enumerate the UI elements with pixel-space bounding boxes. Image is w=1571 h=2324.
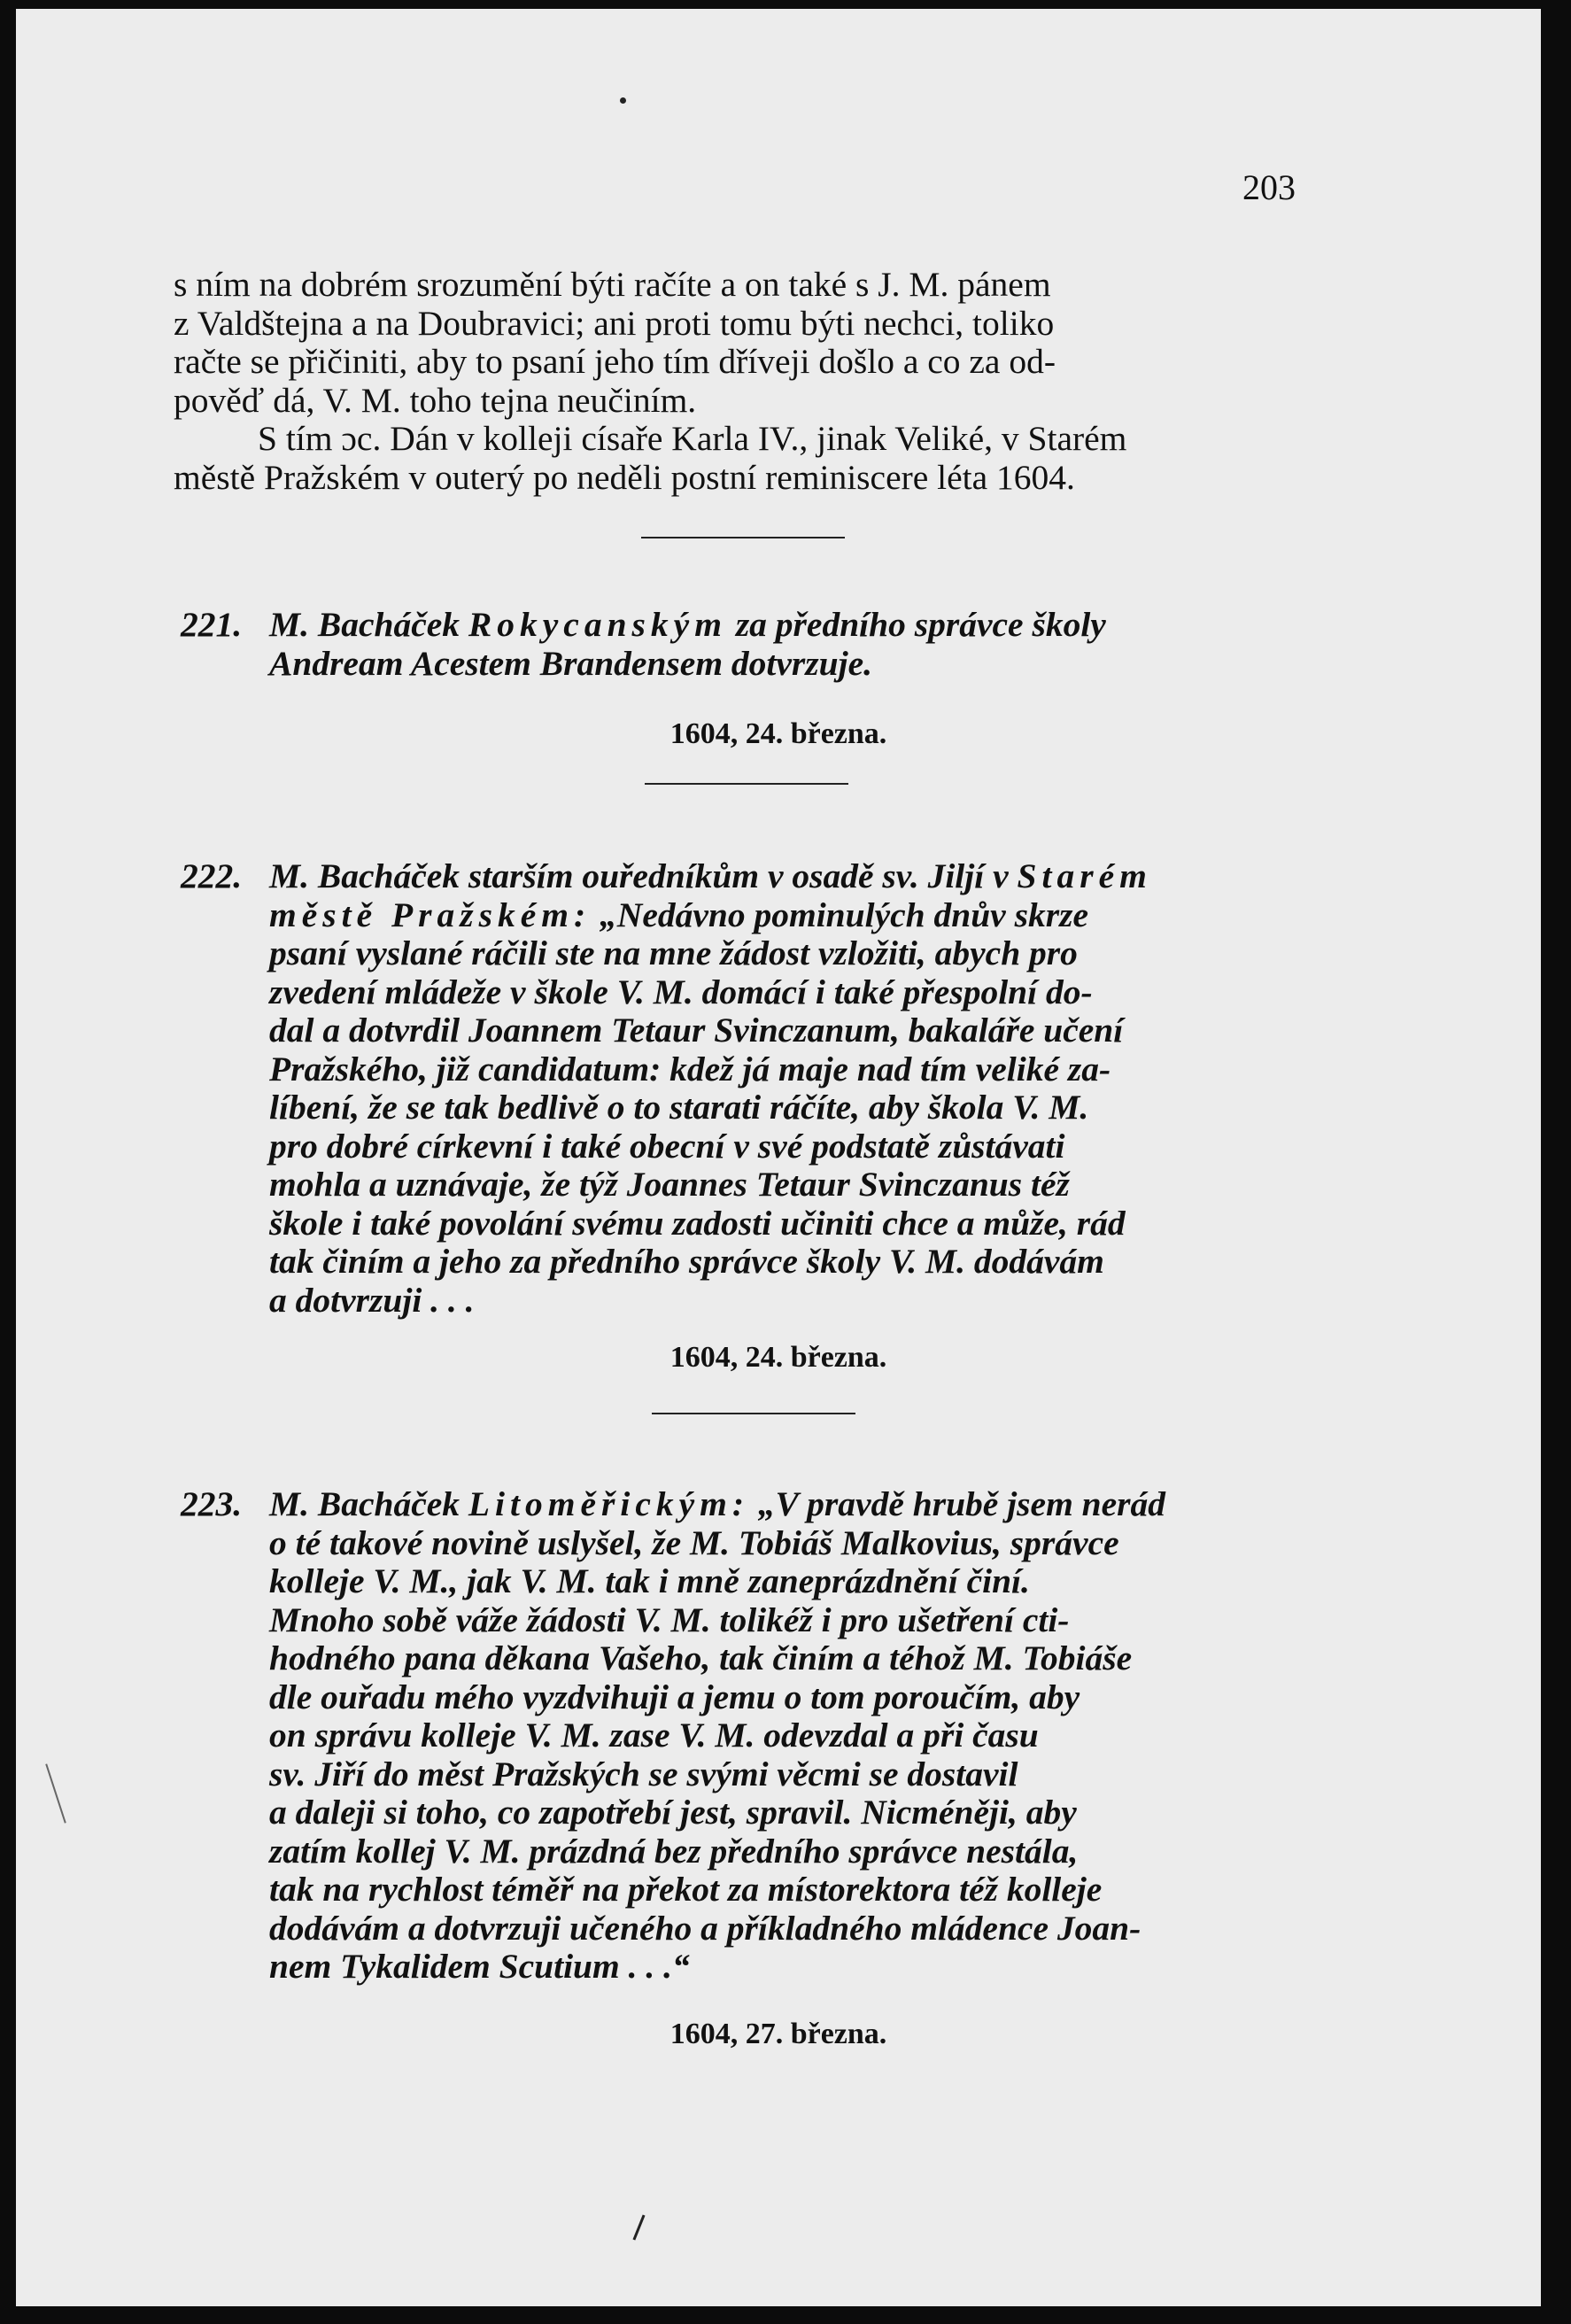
intro-paragraph [174, 266, 1296, 497]
entry-223-date: 1604, 27. března. [669, 2018, 887, 2050]
entry-221 [181, 605, 1296, 683]
text-run: „Nedávno pominulých dnův skrze [591, 895, 1088, 934]
text-run: dle ouřadu mého vyzdvihuji a jemu o tom poroučím, aby [269, 1677, 1080, 1716]
text-run: Mnoho sobě váže žádosti V. M. tolikéž i pro ušetření cti- [269, 1600, 1070, 1639]
text-run: dodávám a dotvrzuji učeného a příkladného mládence Joan- [269, 1908, 1141, 1948]
text-line [269, 1524, 1296, 1563]
text-line [181, 856, 1296, 896]
text-line: pověď dá, V. M. toho tejna neučiním. [174, 380, 697, 420]
entry-221-date: 1604, 24. března. [669, 717, 887, 750]
text-run: škole i také povolání svému zadosti učiniti chce a může, rád [269, 1203, 1126, 1243]
text-run: tak na rychlost téměř na překot za místorektora též kolleje [269, 1870, 1103, 1909]
text-run: za předního správce školy [726, 605, 1106, 644]
spaced-name: Starém [1017, 856, 1152, 895]
text-run: zatím kollej V. M. prázdná bez předního správce nestála, [269, 1831, 1079, 1871]
text-run: o té takové novině uslyšel, že M. Tobiáš Malkovius, správce [269, 1522, 1119, 1562]
text-line [269, 1088, 1296, 1127]
closing-line: S tím ɔc. Dán v kolleji císaře Karla IV., jinak Veliké, v Starém [258, 419, 1127, 458]
text-line: s ním na dobrém srozumění býti račíte a on také s J. M. pánem [174, 265, 1051, 304]
text-line [269, 1050, 1296, 1089]
text-run: sv. Jiří do měst Pražských se svými věcmi se dostavil [269, 1754, 1018, 1793]
section-divider [652, 1413, 855, 1414]
text-run: Andream Acestem Brandensem dotvrzuje. [269, 643, 873, 683]
entry-223 [181, 1484, 1296, 1987]
text-line [269, 1601, 1296, 1640]
entry-222 [181, 856, 1296, 1320]
text-run: a daleji si toho, co zapotřebí jest, spravil. Nicméněji, aby [269, 1793, 1077, 1832]
text-line [269, 1755, 1296, 1794]
entry-222-date: 1604, 24. března. [669, 1341, 887, 1374]
text-line [269, 1011, 1296, 1050]
margin-stroke [45, 1763, 66, 1823]
entry-number: 223. [181, 1484, 243, 1523]
text-line [269, 1910, 1296, 1948]
text-run: líbení, že se tak bedlivě o to starati ráčíte, aby škola V. M. [269, 1088, 1089, 1127]
entry-number: 222. [181, 856, 243, 895]
text-run: kolleje V. M., jak V. M. tak i mně zaneprázdnění činí. [269, 1561, 1030, 1600]
text-line [269, 934, 1296, 973]
spaced-name: Litoměřickým: [468, 1484, 750, 1523]
text-run: Pražského, již candidatum: kdež já maje nad tím veliké za- [269, 1049, 1111, 1088]
text-line [269, 1243, 1296, 1282]
text-run: on správu kolleje V. M. zase V. M. odevzdal a při času [269, 1716, 1039, 1755]
text-line: z Valdštejna a na Doubravici; ani proti tomu býti nechci, toliko [174, 303, 1055, 343]
text-line [269, 1562, 1296, 1601]
text-line [269, 645, 1296, 684]
text-line [269, 1639, 1296, 1678]
book-page [16, 9, 1541, 2306]
text-run: M. Bacháček [269, 605, 468, 644]
page-number: 203 [1242, 167, 1296, 207]
text-line: račte se přičiniti, aby to psaní jeho tím dříveji došlo a co za od- [174, 342, 1056, 381]
text-run: zvedení mládeže v škole V. M. domácí i také přespolní do- [269, 972, 1093, 1011]
entry-number: 221. [181, 605, 243, 644]
text-run: hodného pana děkana Vašeho, tak činím a téhož M. Tobiáše [269, 1638, 1133, 1677]
text-line [269, 1716, 1296, 1755]
text-line [269, 1948, 1296, 1987]
text-run: psaní vyslané ráčili ste na mne žádost vzložiti, abych pro [269, 933, 1078, 972]
section-divider [641, 537, 845, 538]
text-run: pro dobré církevní i také obecní v své podstatě zůstávati [269, 1126, 1065, 1166]
text-line [269, 1166, 1296, 1205]
section-divider [645, 783, 848, 785]
text-run: nem Tykalidem Scutium . . .“ [269, 1947, 690, 1986]
text-run: mohla a uznávaje, že týž Joannes Tetaur Svinczanus též [269, 1165, 1070, 1204]
text-line [269, 1871, 1296, 1910]
text-line [181, 605, 1296, 645]
text-line [269, 973, 1296, 1012]
text-line [269, 1832, 1296, 1871]
text-line [269, 1793, 1296, 1832]
text-line [269, 1282, 1296, 1321]
text-line [181, 1484, 1296, 1524]
text-run: M. Bacháček [269, 1484, 468, 1523]
pencil-mark [632, 2215, 645, 2241]
text-run: M. Bacháček starším ouředníkům v osadě sv. Jiljí v [269, 856, 1018, 895]
ink-speck [620, 97, 626, 104]
text-line [269, 1127, 1296, 1166]
text-run: „V pravdě hrubě jsem nerád [749, 1484, 1166, 1523]
text-line [269, 896, 1296, 935]
spaced-name: městě Pražském: [269, 895, 592, 934]
closing-line: městě Pražském v outerý po neděli postní reminiscere léta 1604. [174, 457, 1075, 497]
text-line [269, 1205, 1296, 1243]
spaced-name: Rokycanským [468, 605, 727, 644]
text-line [269, 1678, 1296, 1717]
text-run: dal a dotvrdil Joannem Tetaur Svinczanum, bakaláře učení [269, 1011, 1124, 1050]
text-run: tak činím a jeho za předního správce školy V. M. dodávám [269, 1242, 1104, 1281]
text-run: a dotvrzuji . . . [269, 1280, 475, 1320]
